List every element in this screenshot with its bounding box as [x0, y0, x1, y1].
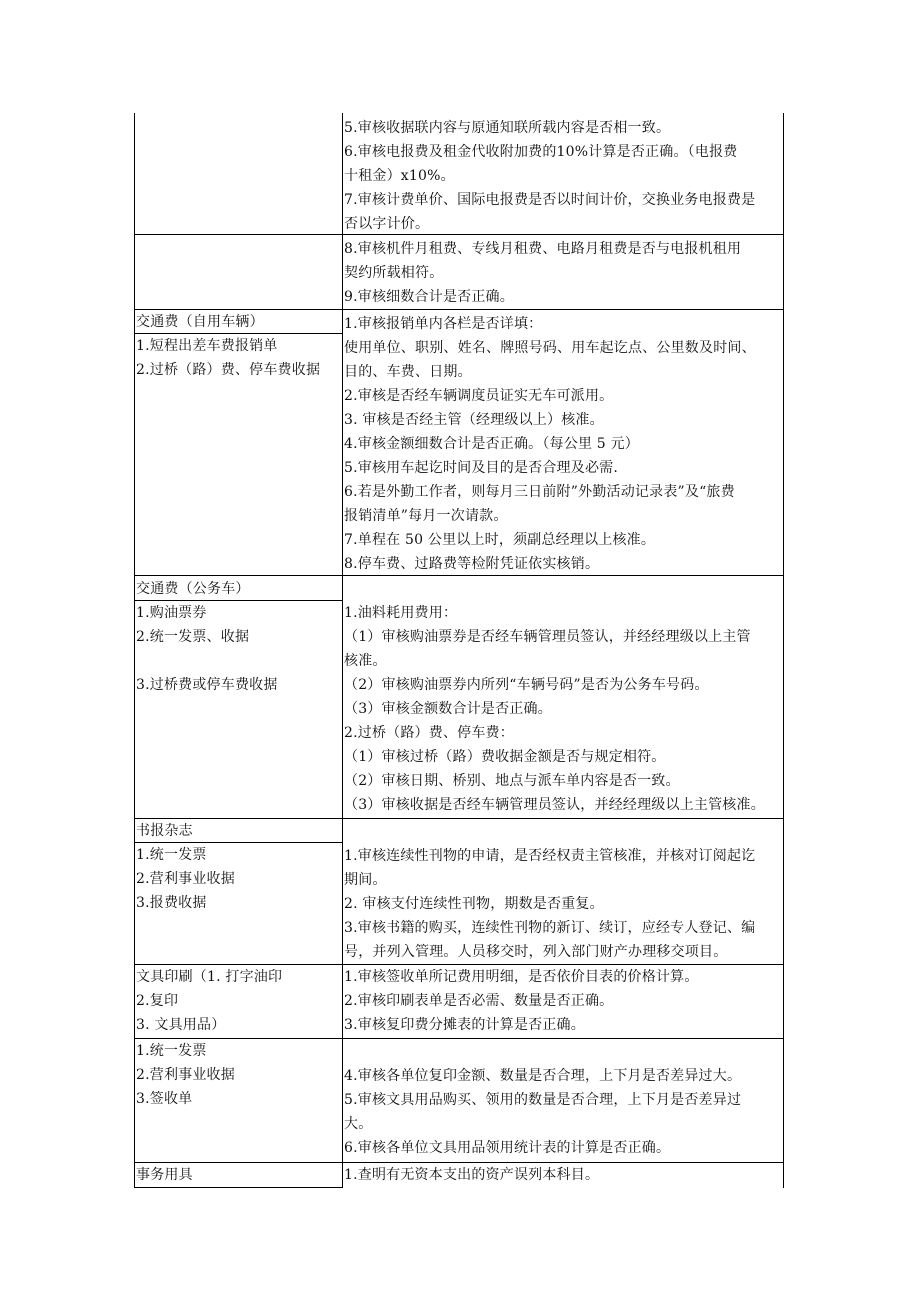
- audit-rules-cell: [343, 116, 783, 234]
- rule-text: 5.审核文具用品购买、领用的数量是否合理，上下月是否差异过: [344, 1092, 742, 1108]
- audit-rules-cell: [343, 965, 783, 1038]
- audit-rules-cell: [343, 577, 783, 818]
- rule-text: 2. 审核支付连续性刊物，期数是否重复。: [344, 896, 604, 912]
- rule-text: 1.审核签收单所记费用明细，是否依价目表的价格计算。: [344, 969, 699, 985]
- rule-text: 3.审核书籍的购买，连续性刊物的新订、续订，应经专人登记、编: [344, 920, 756, 936]
- document-item: 2.营利事业收据: [136, 1067, 235, 1083]
- rule-text: 2.过桥（路）费、停车费：: [344, 725, 514, 741]
- rule-text: 7.审核计费单价、国际电报费是否以时间计价，交换业务电报费是: [344, 192, 756, 208]
- rule-text: [343, 577, 783, 601]
- category-title: 事务用具: [136, 1167, 193, 1183]
- rule-text: 8.审核机件月租费、专线月租费、电路月租费是否与电报机租用: [344, 241, 742, 257]
- expense-category-cell: [135, 1163, 342, 1187]
- expense-category-cell: [135, 577, 342, 818]
- category-title: 书报杂志: [136, 823, 193, 839]
- document-item: 1.统一发票: [136, 847, 207, 863]
- document-item: 3. 文具用品）: [136, 1017, 226, 1033]
- document-item: 2.复印: [136, 993, 179, 1009]
- rule-text: 大。: [344, 1116, 373, 1132]
- category-title: 交通费（公务车）: [136, 581, 250, 597]
- audit-rules-cell: [343, 1163, 783, 1189]
- rule-text: 4.审核金额细数合计是否正确。（每公里 5 元）: [344, 436, 639, 452]
- rule-text: 号，并列入管理。人员移交时，列入部门财产办理移交项目。: [344, 944, 728, 960]
- document-item: 3.报费收据: [136, 895, 207, 911]
- expense-category-cell: [135, 819, 342, 964]
- rule-text: 目的、车费、日期。: [344, 364, 472, 380]
- rule-text: [343, 820, 783, 844]
- rule-text: 1.查明有无资本支出的资产误列本科目。: [344, 1167, 600, 1183]
- rule-text: 3.审核复印费分摊表的计算是否正确。: [344, 1017, 585, 1033]
- audit-rules-cell: [343, 312, 783, 575]
- rule-text: 4.审核各单位复印金额、数量是否合理，上下月是否差异过大。: [344, 1068, 742, 1084]
- rule-text: [343, 1040, 783, 1064]
- rule-text: 6.审核电报费及租金代收附加费的10%计算是否正确。（电报费: [344, 144, 738, 160]
- rule-text: （2）审核日期、桥别、地点与派车单内容是否一致。: [344, 773, 680, 789]
- audit-rules-cell: [343, 237, 783, 309]
- category-title: 交通费（自用车辆）: [136, 314, 264, 330]
- rule-text: 3. 审核是否经主管（经理级以上）核准。: [344, 412, 604, 428]
- rule-text: 5.审核收据联内容与原通知联所载内容是否相一致。: [344, 120, 671, 136]
- document-item: 3.过桥费或停车费收据: [136, 677, 278, 693]
- rule-text: （2）审核购油票券内所列“车辆号码”是否为公务车号码。: [344, 677, 709, 693]
- rule-text: 5.审核用车起讫时间及目的是否合理及必需.: [344, 460, 619, 476]
- document-item: [135, 649, 342, 673]
- expense-category-cell: [135, 1039, 342, 1162]
- rule-text: 2.审核印刷表单是否必需、数量是否正确。: [344, 993, 614, 1009]
- rule-text: 7.单程在 50 公里以上时，须副总经理以上核准。: [344, 532, 656, 548]
- rule-text: 1.审核连续性刊物的申请，是否经权责主管核准，并核对订阅起讫: [344, 848, 756, 864]
- rule-text: 6.审核各单位文具用品领用统计表的计算是否正确。: [344, 1140, 671, 1156]
- rule-text: 核准。: [344, 653, 387, 669]
- rule-text: 8.停车费、过路费等检附凭证依实核销。: [344, 556, 600, 572]
- rule-text: 1.油料耗用费用：: [344, 605, 458, 621]
- rule-text: 期间。: [344, 872, 387, 888]
- rule-text: 9.审核细数合计是否正确。: [344, 289, 514, 305]
- document-item: 1.短程出差车费报销单: [136, 338, 278, 354]
- rule-text: （3）审核收据是否经车辆管理员签认，并经经理级以上主管核准。: [344, 797, 765, 813]
- rule-text: 十租金）x10%。: [344, 168, 455, 184]
- document-item: 2.过桥（路）费、停车费收据: [136, 362, 321, 378]
- rule-text: 6.若是外勤工作者，则每月三日前附”外勤活动记录表”及“旅费: [344, 484, 735, 500]
- row-divider: [134, 234, 784, 235]
- expense-category-cell: [135, 310, 342, 575]
- document-item: 2.统一发票、收据: [136, 629, 250, 645]
- rule-text: 使用单位、职别、姓名、牌照号码、用车起讫点、公里数及时间、: [344, 340, 756, 356]
- rule-text: 2.审核是否经车辆调度员证实无车可派用。: [344, 388, 614, 404]
- document-item: 1.统一发票: [136, 1043, 207, 1059]
- audit-rules-cell: [343, 820, 783, 964]
- rule-text: （1）审核过桥（路）费收据金额是否与规定相符。: [344, 749, 666, 765]
- document-item: 2.营利事业收据: [136, 871, 235, 887]
- rule-text: 否以字计价。: [344, 216, 430, 232]
- rule-text: 契约所载相符。: [344, 265, 444, 281]
- rule-text: 1.审核报销单内各栏是否详填：: [344, 316, 543, 332]
- category-title: 文具印刷（1. 打字油印: [136, 969, 283, 985]
- expense-category-cell: [135, 965, 342, 1038]
- table-border-right: [783, 113, 784, 1188]
- document-item: 1.购油票券: [136, 605, 207, 621]
- document-item: 3.签收单: [136, 1091, 193, 1107]
- rule-text: （1）审核购油票券是否经车辆管理员签认，并经经理级以上主管: [344, 629, 751, 645]
- row-divider: [134, 575, 784, 576]
- rule-text: （3）审核金额数合计是否正确。: [344, 701, 552, 717]
- audit-rules-cell: [343, 1040, 783, 1162]
- rule-text: 报销清单”每月一次请款。: [344, 508, 508, 524]
- table-border-bottom-left: [134, 1187, 343, 1188]
